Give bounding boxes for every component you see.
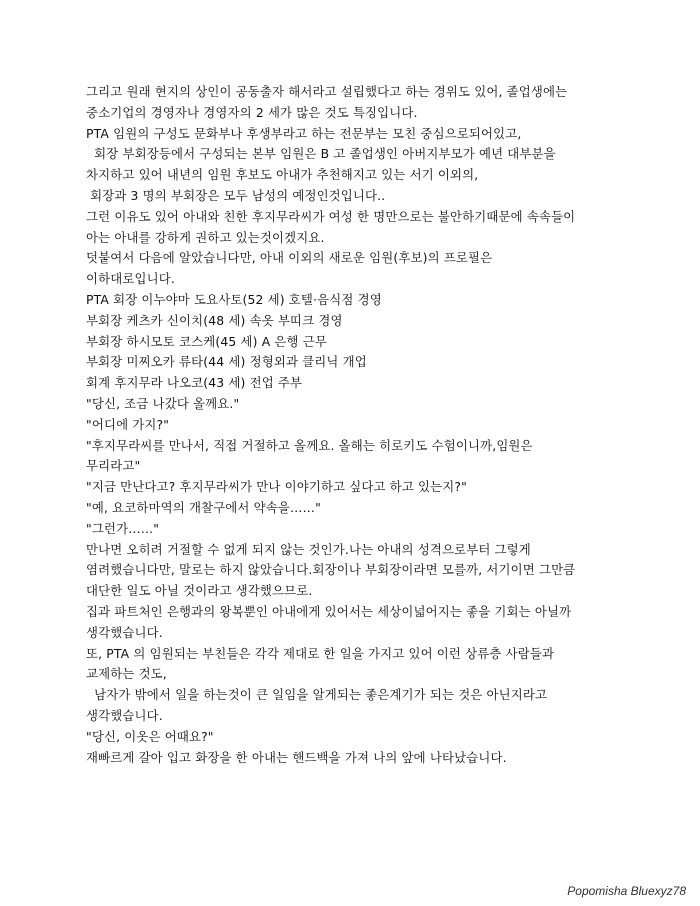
text-line: "어디에 가지?" <box>86 416 170 432</box>
text-line: "후지무라씨를 만나서, 직접 거절하고 올께요. 올해는 히로키도 수험이니까,임원은 <box>86 437 533 453</box>
text-line: "그런가……" <box>86 520 160 536</box>
text-line: "지금 만난다고? 후지무라씨가 만나 이야기하고 싶다고 하고 있는지?" <box>86 479 467 495</box>
text-line: 재빠르게 갈아 입고 화장을 한 아내는 핸드백을 가져 나의 앞에 나타났습니다. <box>86 749 507 765</box>
text-line: 집과 파트처인 은행과의 왕복뿐인 아내에게 있어서는 세상이넓어지는 좋을 기회는 아닐까 <box>86 603 572 619</box>
text-line: 부회장 케츠카 신이치(48 세) 속옷 부띠크 경영 <box>86 312 343 328</box>
text-line: 대단한 일도 아닐 것이라고 생각했으므로. <box>86 583 313 599</box>
text-line: 회장 부회장등에서 구성되는 본부 임원은 B 고 졸업생인 아버지부모가 예년 대부분을 <box>86 146 556 162</box>
text-line: 아는 아내를 강하게 권하고 있는것이겠지요. <box>86 229 325 245</box>
text-line: 차지하고 있어 내년의 임원 후보도 아내가 추천해지고 있는 서기 이외의, <box>86 167 479 183</box>
footer-watermark: Popomisha Bluexyz78 <box>567 884 686 898</box>
text-line: 염려했습니다만, 말로는 하지 않았습니다.회장이나 부회장이라면 모를까, 서기이면 그만큼 <box>86 562 576 578</box>
text-line: "예, 요코하마역의 개찰구에서 약속을……" <box>86 499 321 515</box>
text-line: 교제하는 것도, <box>86 666 167 682</box>
text-line: "당신, 이옷은 어때요?" <box>86 728 214 744</box>
text-line: 그런 이유도 있어 아내와 친한 후지무라씨가 여성 한 명만으로는 불안하기때문에 속속들이 <box>86 208 576 224</box>
document-body <box>86 82 626 768</box>
text-line: 회장과 3 명의 부회장은 모두 남성의 예정인것입니다.. <box>86 187 386 203</box>
text-line: 생각했습니다. <box>86 707 163 723</box>
text-line: 덧붙여서 다음에 알았습니다만, 아내 이외의 새로운 임원(후보)의 프로필은 <box>86 250 493 266</box>
text-line: 부회장 미찌오카 류타(44 세) 정형외과 클리닉 개업 <box>86 354 367 370</box>
text-line: PTA 회장 이누야마 도요사토(52 세) 호텔·음식점 경영 <box>86 291 382 307</box>
text-line: 회계 후지무라 나오코(43 세) 전업 주부 <box>86 375 303 391</box>
text-line: PTA 임원의 구성도 문화부나 후생부라고 하는 전문부는 모친 중심으로되어있고, <box>86 125 522 141</box>
text-line: 부회장 하시모토 코스케(45 세) A 은행 근무 <box>86 333 327 349</box>
text-line: "당신, 조금 나갔다 올께요." <box>86 395 240 411</box>
text-line: 또, PTA 의 임원되는 부친들은 각각 제대로 한 일을 가지고 있어 이런 상류층 사람들과 <box>86 645 555 661</box>
text-line: 남자가 밖에서 일을 하는것이 큰 일임을 알게되는 좋은계기가 되는 것은 아닌지라고 <box>86 687 548 703</box>
text-line: 그리고 원래 현지의 상인이 공동출자 해서라고 설립했다고 하는 경위도 있어, 졸업생에는 <box>86 84 568 99</box>
text-line: 생각했습니다. <box>86 624 163 640</box>
text-line: 중소기업의 경영자나 경영자의 2 세가 많은 것도 특징입니다. <box>86 104 418 120</box>
text-line: 무리라고" <box>86 458 141 474</box>
text-line: 만나면 오히려 거절할 수 없게 되지 않는 것인가.나는 아내의 성격으로부터 그렇게 <box>86 541 531 557</box>
text-line: 이하대로입니다. <box>86 271 175 287</box>
